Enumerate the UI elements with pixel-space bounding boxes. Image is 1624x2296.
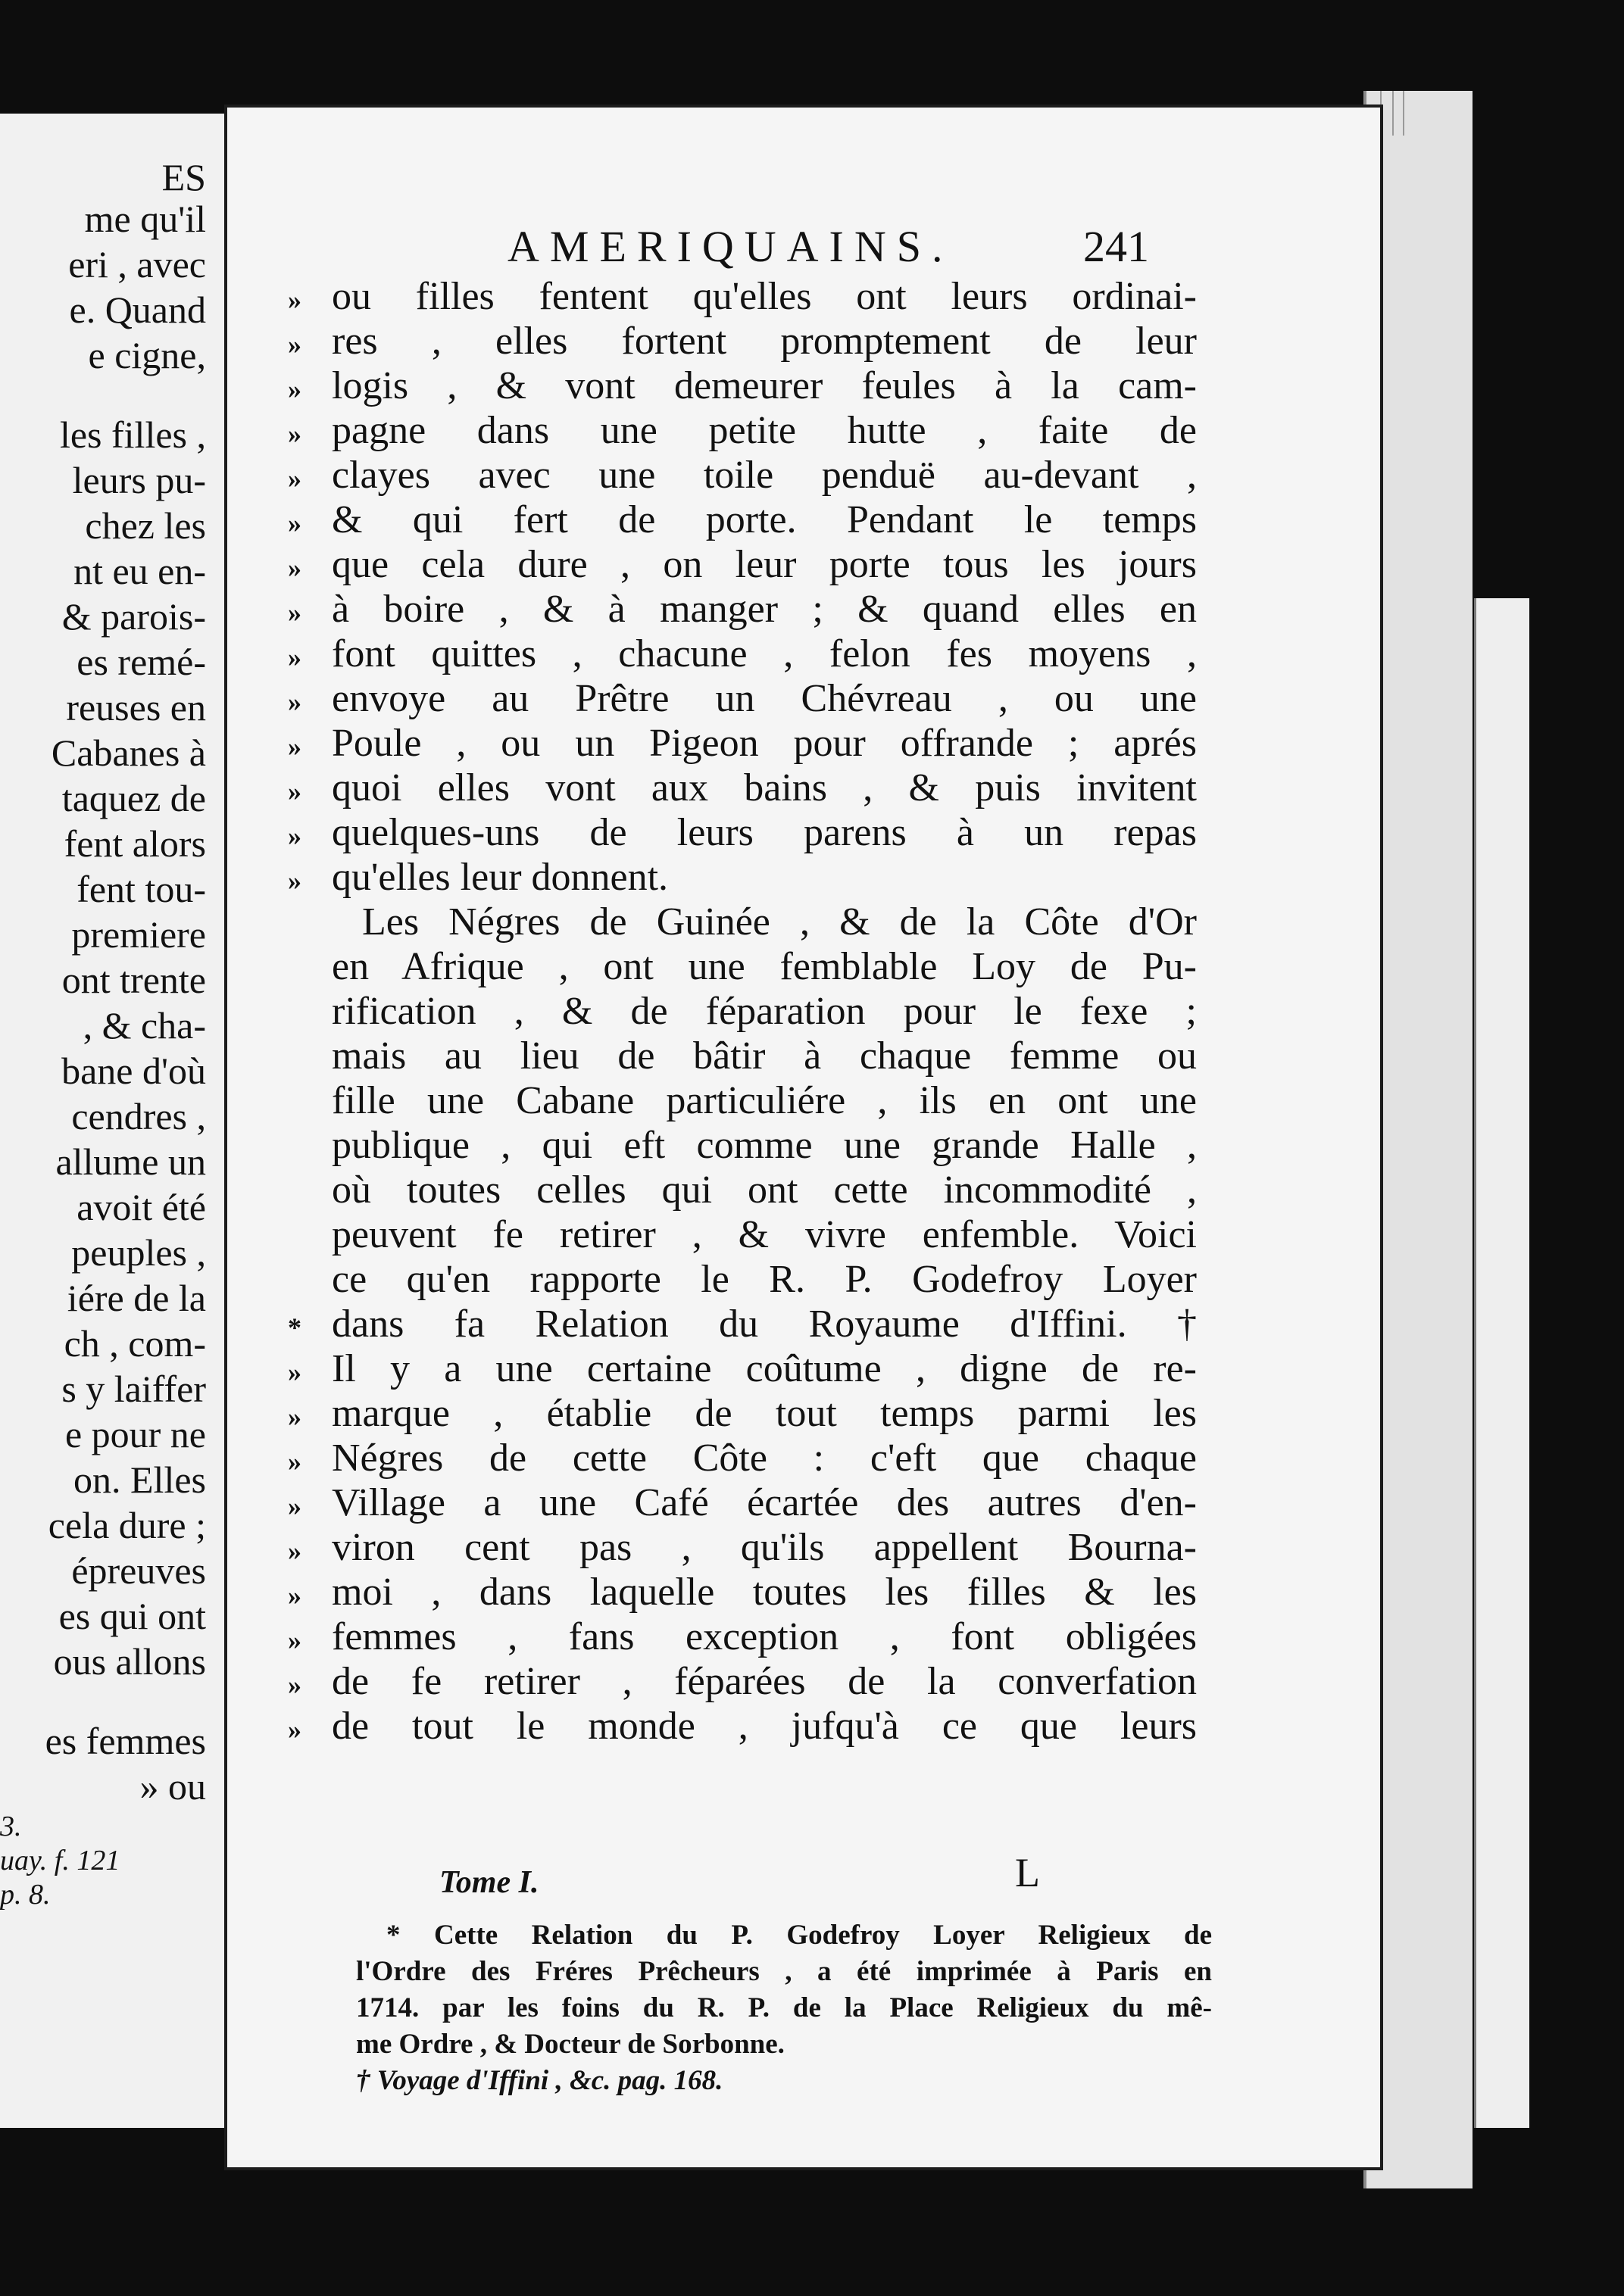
footnote-text: 1714. par les foins du R. P. de la Place Religieux du mê- xyxy=(356,1992,1212,2023)
line-text: ou filles fentent qu'elles ont leurs ordinai- xyxy=(332,275,1197,318)
text-line xyxy=(288,587,1197,632)
quotation-mark: » xyxy=(288,508,301,538)
signature-row xyxy=(439,1850,1197,1910)
text-line xyxy=(288,1123,1197,1168)
left-page-line: bane d'où xyxy=(61,1050,206,1092)
line-text: quoi elles vont aux bains , & puis invitent xyxy=(332,766,1197,810)
footnote-text: me Ordre , & Docteur de Sorbonne. xyxy=(356,2029,785,2060)
line-text: de fe retirer , féparées de la converfation xyxy=(332,1660,1197,1703)
left-page-line: cela dure ; xyxy=(48,1504,206,1546)
footnote-line xyxy=(356,2063,1212,2099)
text-line xyxy=(288,1436,1197,1480)
volume-mark: Tome I. xyxy=(439,1865,539,1900)
quotation-mark: » xyxy=(288,642,301,672)
text-line xyxy=(288,1257,1197,1302)
footnote-line xyxy=(356,2026,1212,2063)
quotation-mark: » xyxy=(288,329,301,360)
text-line xyxy=(288,900,1197,944)
quotation-mark: » xyxy=(288,1580,301,1611)
line-text: clayes avec une toile penduë au-devant , xyxy=(332,454,1197,497)
left-page-line: nt eu en- xyxy=(73,550,206,592)
text-line xyxy=(288,363,1197,408)
left-page-line: es remé- xyxy=(77,641,206,683)
line-text: Il y a une certaine coûtume , digne de re- xyxy=(332,1347,1197,1390)
text-line xyxy=(288,1614,1197,1659)
text-line xyxy=(288,1480,1197,1525)
footnotes xyxy=(356,1917,1212,2099)
left-page-line: taquez de xyxy=(61,777,206,819)
text-line xyxy=(288,989,1197,1034)
line-text: fille une Cabane particuliére , ils en ont une xyxy=(332,1079,1197,1122)
left-page-line: reuses en xyxy=(66,686,206,728)
quotation-mark: * xyxy=(288,1312,301,1343)
line-text: rification , & de féparation pour le fexe ; xyxy=(332,990,1197,1033)
line-text: res , elles fortent promptement de leur xyxy=(332,320,1197,363)
line-text: font quittes , chacune , felon fes moyens , xyxy=(332,632,1197,675)
body-text xyxy=(288,274,1197,1749)
quotation-mark: » xyxy=(288,776,301,806)
text-line xyxy=(288,1391,1197,1436)
line-text: moi , dans laquelle toutes les filles & les xyxy=(332,1571,1197,1614)
text-line xyxy=(288,632,1197,676)
line-text: qu'elles leur donnent. xyxy=(332,856,669,899)
quotation-mark: » xyxy=(288,419,301,449)
quotation-mark: » xyxy=(288,1714,301,1745)
quotation-mark: » xyxy=(288,1357,301,1387)
left-page-line: » ou xyxy=(139,1765,206,1808)
line-text: & qui fert de porte. Pendant le temps xyxy=(332,498,1197,541)
line-text: Les Négres de Guinée , & de la Côte d'Or xyxy=(362,900,1197,944)
text-line xyxy=(288,1034,1197,1078)
line-text: quelques-uns de leurs parens à un repas xyxy=(332,811,1197,854)
left-page-line: cendres , xyxy=(71,1095,206,1137)
left-page-line: épreuves xyxy=(71,1549,206,1592)
book-page xyxy=(224,105,1383,2170)
quotation-mark: » xyxy=(288,1625,301,1655)
line-text: Village a une Café écartée des autres d'en- xyxy=(332,1481,1197,1524)
left-page-line: ch , com- xyxy=(64,1322,206,1365)
line-text: ce qu'en rapporte le R. P. Godefroy Loyer xyxy=(332,1258,1197,1301)
line-text: marque , établie de tout temps parmi les xyxy=(332,1392,1197,1435)
text-line xyxy=(288,408,1197,453)
quotation-mark: » xyxy=(288,687,301,717)
text-line xyxy=(288,274,1197,319)
bookmark-slip xyxy=(1474,598,1529,2128)
left-page-line: chez les xyxy=(85,504,206,547)
text-line xyxy=(288,1302,1197,1346)
left-page-note: p. 8. xyxy=(0,1879,51,1911)
footnote-text: * Cette Relation du P. Godefroy Loyer Religieux de xyxy=(386,1920,1212,1951)
left-page-line: Cabanes à xyxy=(51,732,206,774)
line-text: mais au lieu de bâtir à chaque femme ou xyxy=(332,1034,1197,1078)
left-page-line: allume un xyxy=(55,1140,206,1183)
quotation-mark: » xyxy=(288,463,301,494)
line-text: en Afrique , ont une femblable Loy de Pu- xyxy=(332,945,1197,988)
text-line xyxy=(288,676,1197,721)
text-line xyxy=(288,1078,1197,1123)
text-line xyxy=(288,1346,1197,1391)
quotation-mark: » xyxy=(288,1670,301,1700)
text-line xyxy=(288,1525,1197,1570)
footnote-line xyxy=(356,1990,1212,2026)
line-text: où toutes celles qui ont cette incommodité , xyxy=(332,1168,1197,1212)
text-line xyxy=(288,1212,1197,1257)
text-line xyxy=(288,766,1197,810)
quotation-mark: » xyxy=(288,821,301,851)
text-line xyxy=(288,1570,1197,1614)
left-page-note: 3. xyxy=(0,1811,22,1842)
left-page-line: s y laiffer xyxy=(61,1368,206,1410)
left-page-line: & parois- xyxy=(61,595,206,638)
running-head: AMERIQUAINS. xyxy=(508,222,954,271)
signature-mark: L xyxy=(1015,1850,1040,1895)
quotation-mark: » xyxy=(288,1446,301,1477)
text-line xyxy=(288,1168,1197,1212)
text-line xyxy=(288,810,1197,855)
left-page-line: iére de la xyxy=(67,1277,206,1319)
line-text: femmes , fans exception , font obligées xyxy=(332,1615,1197,1658)
left-page-line: ous allons xyxy=(53,1640,206,1683)
left-page-line: , & cha- xyxy=(83,1004,206,1047)
text-line xyxy=(288,1659,1197,1704)
line-text: Négres de cette Côte : c'eft que chaque xyxy=(332,1437,1197,1480)
left-page-line: on. Elles xyxy=(73,1458,206,1501)
line-text: de tout le monde , jufqu'à ce que leurs xyxy=(332,1705,1197,1748)
page-number: 241 xyxy=(1083,222,1149,271)
left-page-line: avoit été xyxy=(77,1186,206,1228)
text-line xyxy=(288,721,1197,766)
footnote-text: l'Ordre des Fréres Prêcheurs , a été imprimée à Paris en xyxy=(356,1956,1212,1987)
line-text: peuvent fe retirer , & vivre enfemble. Voici xyxy=(332,1213,1197,1256)
left-page-line: fent tou- xyxy=(77,868,206,910)
text-line xyxy=(288,1704,1197,1749)
footnote-line xyxy=(356,1917,1212,1954)
left-page-line: es femmes xyxy=(45,1720,206,1762)
left-page-line: ES xyxy=(161,156,206,198)
left-page-line: leurs pu- xyxy=(72,459,206,501)
quotation-mark: » xyxy=(288,1491,301,1521)
footnote-line xyxy=(356,1954,1212,1990)
text-line xyxy=(288,319,1197,363)
text-line xyxy=(288,498,1197,542)
left-page-line: ont trente xyxy=(61,959,206,1001)
left-page-line: es qui ont xyxy=(58,1595,206,1637)
left-page-note: uay. f. 121 xyxy=(0,1845,120,1876)
line-text: pagne dans une petite hutte , faite de xyxy=(332,409,1197,452)
quotation-mark: » xyxy=(288,553,301,583)
left-page-line: eri , avec xyxy=(68,243,206,285)
line-text: publique , qui eft comme une grande Halle , xyxy=(332,1124,1197,1167)
quotation-mark: » xyxy=(288,285,301,315)
left-page-line: fent alors xyxy=(64,822,206,865)
line-text: que cela dure , on leur porte tous les jours xyxy=(332,543,1197,586)
line-text: viron cent pas , qu'ils appellent Bourna- xyxy=(332,1526,1197,1569)
left-page-line: les filles , xyxy=(59,413,206,456)
line-text: Poule , ou un Pigeon pour offrande ; aprés xyxy=(332,722,1197,765)
left-page-line: peuples , xyxy=(71,1231,206,1274)
quotation-mark: » xyxy=(288,1536,301,1566)
footnote-text: † Voyage d'Iffini , &c. pag. 168. xyxy=(356,2065,723,2096)
text-line xyxy=(288,453,1197,498)
text-line xyxy=(288,944,1197,989)
text-line xyxy=(288,542,1197,587)
line-text: logis , & vont demeurer feules à la cam- xyxy=(332,364,1197,407)
left-page-line: e cigne, xyxy=(88,334,206,376)
quotation-mark: » xyxy=(288,597,301,628)
left-page-line: e pour ne xyxy=(64,1413,206,1455)
facing-page-left xyxy=(0,114,255,2128)
quotation-mark: » xyxy=(288,374,301,404)
line-text: dans fa Relation du Royaume d'Iffini. † xyxy=(332,1302,1197,1346)
quotation-mark: » xyxy=(288,1402,301,1432)
quotation-mark: » xyxy=(288,732,301,762)
left-page-line: e. Quand xyxy=(69,289,206,331)
left-page-line: premiere xyxy=(71,913,206,956)
left-page-line: me qu'il xyxy=(84,198,206,240)
line-text: à boire , & à manger ; & quand elles en xyxy=(332,588,1197,631)
text-line xyxy=(288,855,1197,900)
quotation-mark: » xyxy=(288,866,301,896)
line-text: envoye au Prêtre un Chévreau , ou une xyxy=(332,677,1197,720)
